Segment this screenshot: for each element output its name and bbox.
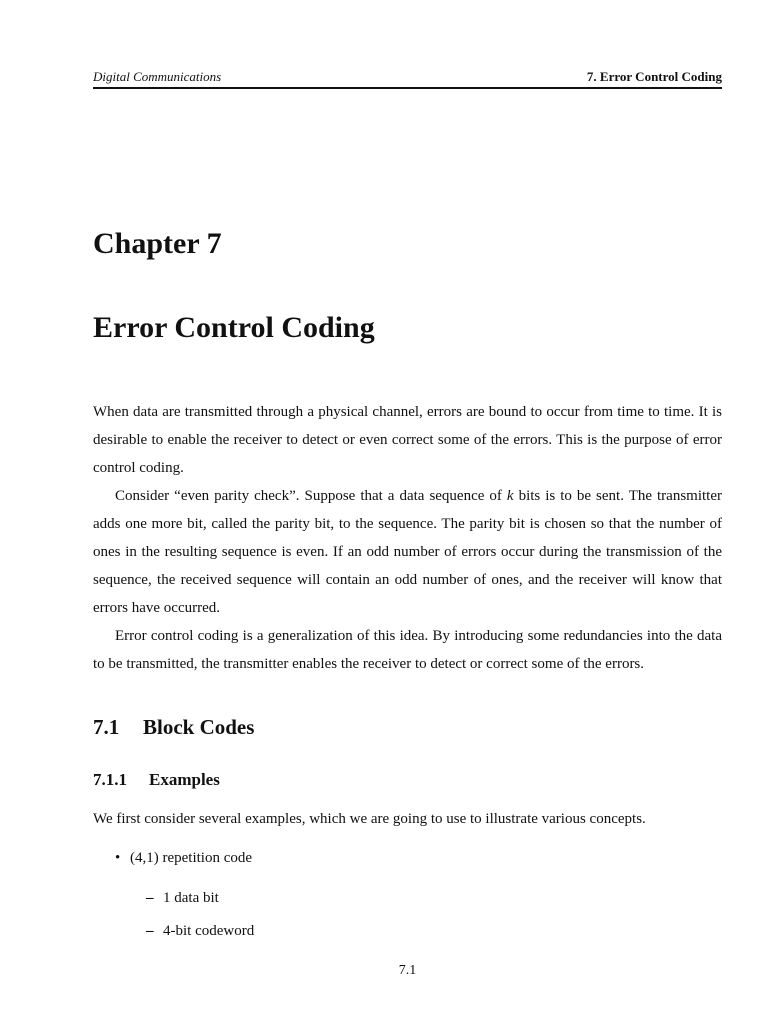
- intro-paragraph-2: [93, 482, 722, 622]
- sub-list-item-label: 4-bit codeword: [163, 923, 255, 939]
- examples-intro: We first consider several examples, which we are going to use to illustrate various concepts.: [93, 811, 646, 827]
- intro-paragraph-3: Error control coding is a generalization of this idea. By introducing some redundancies into the data to be transmitted, the transmitter enables the receiver to detect or correct some of the errors.: [93, 628, 722, 672]
- header-chapter-title: 7. Error Control Coding: [586, 69, 722, 84]
- header-book-title: Digital Communications: [93, 69, 222, 84]
- intro-paragraph-2-end: bits is to be sent. The transmitter adds one more bit, called the parity bit, to the sequence. The parity bit is chosen so that the number of ones in the resulting sequence is even. If an odd number of errors occur during the transmission of the sequence, the received sequence will contain an odd number of ones, and the receiver will know that errors have occurred.: [93, 488, 722, 616]
- intro-paragraph-2-start: Consider “even parity check”. Suppose that a data sequence of: [115, 488, 507, 504]
- variable-k: k: [506, 488, 514, 504]
- page-number: 7.1: [398, 963, 417, 978]
- intro-paragraph-1: When data are transmitted through a physical channel, errors are bound to occur from time to time. It is desirable to enable the receiver to detect or even correct some of the errors. This is the purpose of error control coding.: [93, 404, 722, 476]
- sub-list-item-label: 1 data bit: [163, 890, 219, 906]
- dash-icon: –: [146, 923, 154, 939]
- list-item-label: (4,1) repetition code: [130, 850, 253, 866]
- section-number: 7.1: [93, 715, 120, 739]
- subsection-heading: [93, 768, 220, 792]
- subsection-number: 7.1.1: [93, 770, 127, 789]
- running-header: [93, 68, 722, 89]
- chapter-label: Chapter 7: [93, 227, 222, 260]
- document-page: [93, 0, 722, 1024]
- section-heading: [93, 713, 254, 741]
- subsection-title: Examples: [149, 770, 220, 789]
- chapter-title: Error Control Coding: [93, 311, 375, 344]
- bullet-icon: •: [115, 850, 121, 866]
- section-title: Block Codes: [143, 715, 255, 739]
- intro-text: [93, 398, 722, 678]
- dash-icon: –: [146, 890, 154, 906]
